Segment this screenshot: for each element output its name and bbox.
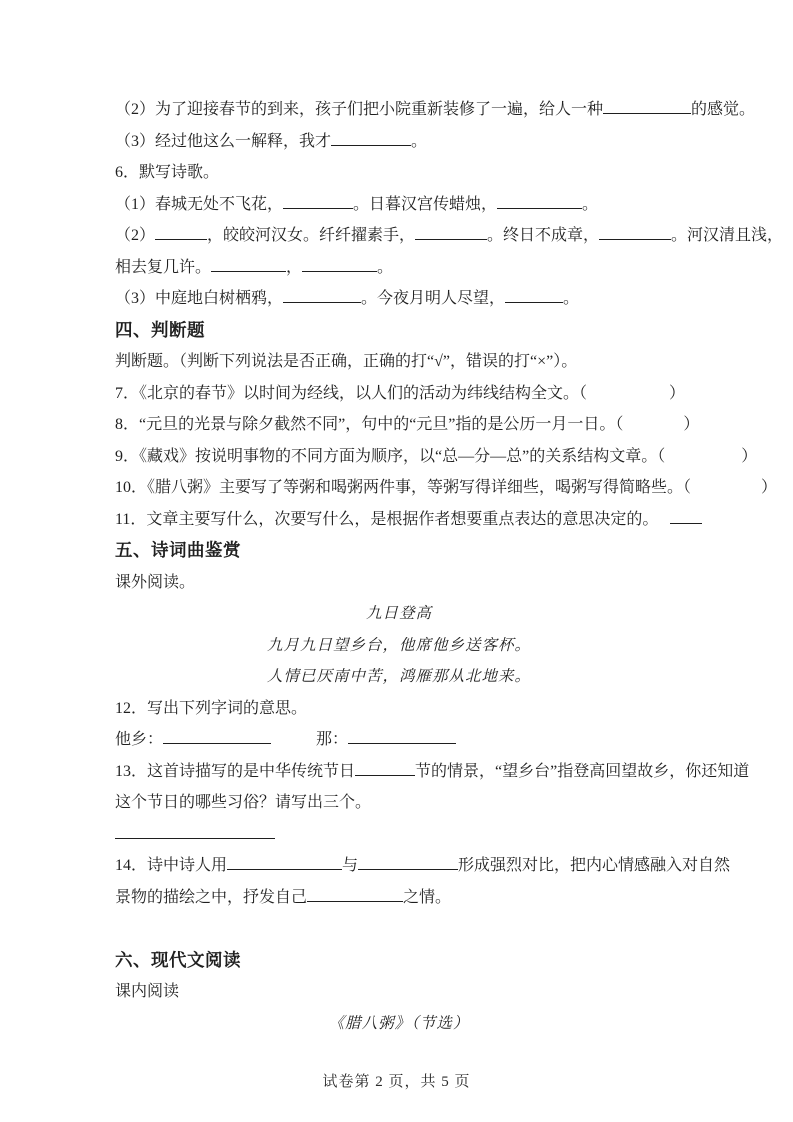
text-run: 与 — [342, 857, 359, 874]
text-run: 课外阅读。 — [115, 573, 196, 591]
q5-item-3 — [115, 126, 683, 158]
text-run: （2） — [115, 227, 156, 244]
q6-item-2 — [115, 220, 784, 252]
paren-gap — [665, 460, 741, 461]
text-run: 景物的描绘之中，抒发自己 — [115, 888, 308, 906]
text-run: 这个节日的哪些习俗？请写出三个。 — [115, 794, 372, 811]
text-run: 12．写出下列字词的意思。 — [115, 699, 308, 717]
q12-blanks — [115, 724, 683, 756]
text-run: 9．《藏戏》按说明事物的不同方面为顺序，以“总—分—总”的关系结构文章。（ — [115, 447, 666, 465]
blank-underline — [211, 256, 286, 271]
paren-gap — [691, 491, 761, 492]
poem-line-2 — [115, 661, 683, 693]
blank-underline — [670, 508, 702, 523]
text-run: 。日暮汉宫传蜡烛， — [353, 195, 498, 213]
page-footer: 试卷第 2 页，共 5 页 — [322, 1074, 471, 1090]
text-run: 人情已厌南中苦，鸿雁那从北地来。 — [266, 668, 531, 685]
text-run: 6．默写诗歌。 — [115, 164, 220, 181]
text-run: ） — [741, 447, 758, 465]
blank-underline — [599, 225, 671, 240]
blank-underline — [302, 256, 377, 271]
text-run: 。终日不成章， — [487, 227, 600, 244]
text-run: 那： — [316, 731, 349, 748]
blank-underline — [163, 729, 271, 744]
text-run: 的感觉。 — [691, 101, 756, 118]
text-run: （3）中庭地白树栖鸦， — [115, 290, 284, 307]
passage-title — [115, 1008, 683, 1040]
blank-underline — [505, 288, 563, 303]
poem-title — [115, 598, 683, 630]
text-run: （3）经过他这么一解释，我才 — [115, 132, 332, 150]
blank-underline — [358, 855, 458, 870]
text-run: ，皎皎河汉女。纤纤擢素手， — [207, 227, 416, 244]
text-run: ） — [683, 416, 700, 433]
text-run: ） — [669, 384, 686, 402]
text-run: 。 — [582, 195, 599, 213]
section-4-heading — [115, 315, 683, 347]
q8 — [115, 409, 700, 441]
text-run: （2）为了迎接春节的到来，孩子们把小院重新装修了一遍，给人一种 — [115, 101, 604, 118]
q7 — [115, 378, 686, 410]
q14-stem-cont — [115, 882, 683, 914]
q13-stem — [115, 756, 750, 788]
text-run: 四、判断题 — [115, 319, 205, 340]
blank-underline — [497, 193, 582, 208]
blank-underline — [355, 760, 415, 775]
text-run: ， — [286, 258, 303, 276]
paren-gap — [587, 397, 669, 398]
q11 — [115, 504, 683, 536]
blank-underline — [603, 99, 691, 114]
document-lines — [115, 94, 784, 1039]
in-class-reading-label — [115, 976, 683, 1008]
poem-line-1 — [115, 630, 683, 662]
text-run: 之情。 — [403, 888, 452, 906]
text-run: 14．诗中诗人用 — [115, 857, 228, 874]
text-run: 。今夜月明人尽望， — [361, 290, 506, 307]
text-run: 九月九日望乡台，他席他乡送客杯。 — [266, 636, 531, 654]
q10 — [115, 472, 778, 504]
text-run: 五、诗词曲鉴赏 — [115, 540, 241, 560]
text-run: 。 — [563, 290, 580, 307]
q6-item-2-cont — [115, 252, 683, 284]
extra-reading-label — [115, 567, 683, 599]
text-run: 。 — [411, 132, 428, 150]
text-run: 。河汉清且浅， — [671, 227, 784, 244]
text-run: 课内阅读 — [115, 983, 180, 1000]
blank-underline — [283, 288, 361, 303]
q14-stem — [115, 850, 731, 882]
text-run: 10．《腊八粥》主要写了等粥和喝粥两件事，等粥写得详细些，喝粥写得简略些。（ — [115, 479, 692, 496]
q13-stem-cont — [115, 787, 683, 819]
blank-underline — [155, 225, 207, 240]
blank-underline — [415, 225, 487, 240]
blank-underline — [115, 823, 275, 838]
q9 — [115, 441, 758, 473]
text-run: 六、现代文阅读 — [115, 949, 241, 970]
text-run: 九日登高 — [365, 605, 432, 622]
text-run: 节的情景，“望乡台”指登高回望故乡，你还知道 — [415, 762, 750, 780]
q12-stem — [115, 693, 683, 725]
text-run: 《腊八粥》（节选） — [328, 1014, 470, 1032]
text-run: 形成强烈对比，把内心情感融入对自然 — [458, 857, 731, 874]
blank-underline — [283, 193, 353, 208]
q6-item-1 — [115, 189, 683, 221]
blank-underline — [331, 130, 411, 145]
text-run: ） — [761, 479, 778, 496]
paren-gap — [623, 428, 683, 429]
q13-answer-line — [115, 819, 683, 851]
text-run: 他乡： — [115, 731, 164, 748]
blank-underline — [307, 886, 403, 901]
text-run: 7．《北京的春节》以时间为经线，以人们的活动为纬线结构全文。（ — [115, 384, 588, 402]
blank-underline — [227, 855, 342, 870]
text-run: 判断题。（判断下列说法是否正确，正确的打“√”，错误的打“×”）。 — [115, 353, 578, 370]
paren-gap — [271, 743, 316, 744]
q5-item-2 — [115, 94, 756, 126]
q6-item-3 — [115, 283, 683, 315]
judge-instructions — [115, 346, 683, 378]
text-run: 13．这首诗描写的是中华传统节日 — [115, 762, 356, 780]
text-run: （1）春城无处不飞花， — [115, 195, 284, 213]
section-gap — [115, 913, 683, 945]
text-run: 11．文章主要写什么，次要写什么，是根据作者想要重点表达的意思决定的。 — [115, 510, 659, 528]
paren-gap — [658, 523, 670, 524]
blank-underline — [348, 729, 456, 744]
text-run: 8．“元旦的光景与除夕截然不同”，句中的“元旦”指的是公历一月一日。（ — [115, 416, 624, 433]
section-5-heading — [115, 535, 683, 567]
text-run: 。 — [377, 258, 394, 276]
section-6-heading — [115, 945, 683, 977]
text-run: 相去复几许。 — [115, 258, 212, 276]
q6-stem — [115, 157, 683, 189]
